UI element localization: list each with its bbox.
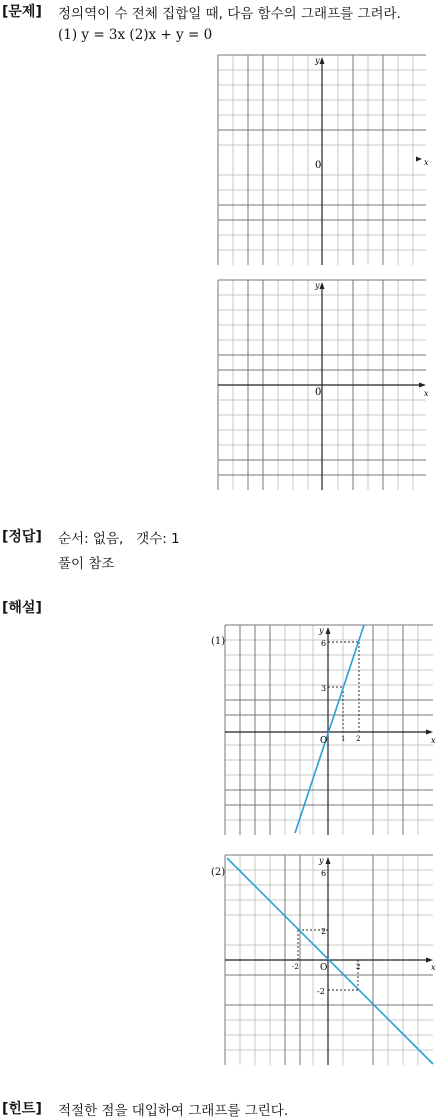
x-axis-label: x [431,963,436,972]
graph-1-label: (1) [211,636,226,647]
origin-label: 0 [315,387,322,398]
problem-statement: 정의역이 수 전체 집합일 때, 다음 함수의 그래프를 그려라. [58,6,401,22]
blank-graph-2 [218,280,433,490]
explanation-tag: [해설] [2,600,42,616]
hint-tag: [힌트] [2,1101,42,1117]
x-tick-neg2: -2 [292,963,299,971]
graph-2-label: (2) [211,867,226,878]
answer-tag: [정답] [2,529,42,545]
solution-graph-1 [225,625,440,835]
solution-graph-2 [225,855,440,1065]
x-tick-1: 1 [341,735,346,743]
line-y-3x [295,625,364,833]
x-axis-label: x [424,158,429,167]
origin-label: O [320,736,328,746]
x-tick-2: 2 [356,963,361,971]
x-axis-label: x [424,389,429,398]
y-tick-2: 2 [321,927,327,936]
origin-label: O [320,963,328,973]
y-axis-label: y [315,281,320,290]
y-tick-6: 6 [321,869,327,878]
problem-items: (1) y = 3x (2)x + y = 0 [58,27,213,43]
x-axis-label: x [431,736,436,745]
y-axis-label: y [319,626,324,635]
y-tick-6: 6 [321,639,327,648]
problem-tag: [문제] [2,4,42,20]
y-axis-label: y [315,56,320,65]
x-tick-2: 2 [356,735,361,743]
y-tick-3: 3 [321,684,327,693]
y-tick-neg2: -2 [317,987,325,996]
answer-line-1: 순서: 없음, 갯수: 1 [58,531,180,547]
y-axis-label: y [319,856,324,865]
blank-graph-1 [218,55,433,265]
line-x-plus-y-0 [227,858,433,1064]
answer-line-2: 풀이 참조 [58,556,115,572]
origin-label: 0 [315,160,322,171]
hint-text: 적절한 점을 대입하여 그래프를 그린다. [58,1103,289,1119]
